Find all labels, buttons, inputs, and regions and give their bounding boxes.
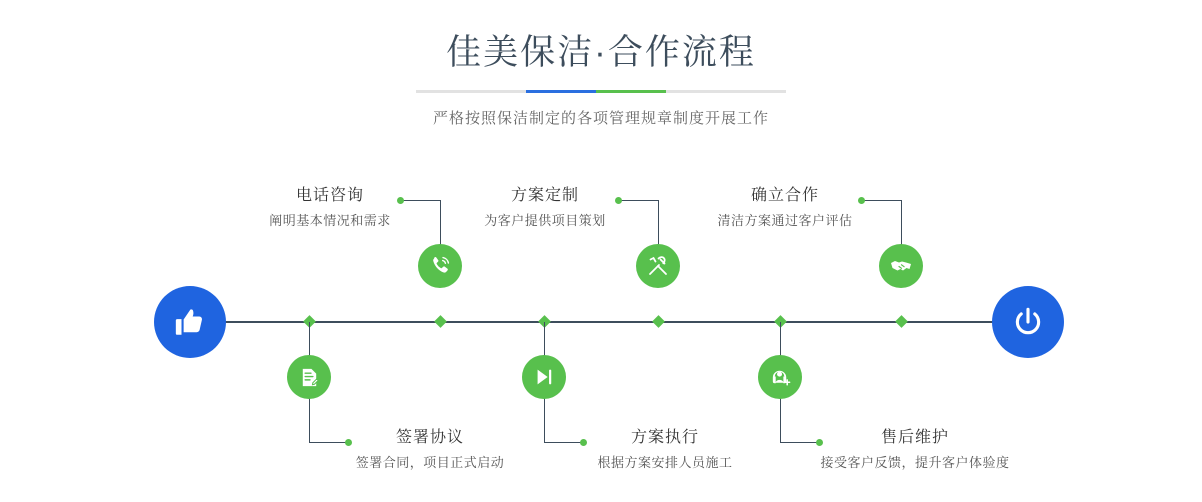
step-title: 确立合作 [750, 187, 819, 204]
step-label-3 [470, 186, 620, 231]
power-icon [1011, 305, 1045, 339]
step-desc: 接受客户反馈，提升客户体验度 [820, 455, 1010, 470]
step-title: 方案执行 [630, 429, 699, 446]
step-desc: 根据方案安排人员施工 [597, 455, 733, 470]
step-desc: 为客户提供项目策划 [484, 213, 606, 228]
header [0, 30, 1202, 128]
divider-segment-green [596, 90, 666, 93]
step-label-2 [325, 428, 535, 473]
step-title: 电话咨询 [295, 187, 364, 204]
connector-line [658, 200, 659, 248]
connector-line [861, 200, 901, 201]
step-icon-4 [522, 355, 566, 399]
step-icon-1 [418, 244, 462, 288]
connector-line [440, 200, 441, 248]
step-desc: 签署合同，项目正式启动 [355, 455, 505, 470]
step-icon-6 [758, 355, 802, 399]
play-next-icon [533, 366, 555, 388]
axis-marker [895, 315, 908, 328]
step-title: 方案定制 [510, 187, 579, 204]
divider-segment-blue [526, 90, 596, 93]
step-title: 售后维护 [880, 429, 949, 446]
step-title: 签署协议 [395, 429, 464, 446]
connector-line [901, 200, 902, 248]
step-label-6 [790, 428, 1040, 473]
step-label-5 [710, 186, 860, 231]
step-label-4 [560, 428, 770, 473]
handshake-icon [889, 254, 913, 278]
document-edit-icon [298, 366, 321, 389]
step-icon-3 [636, 244, 680, 288]
step-icon-5 [879, 244, 923, 288]
timeline-start-node [154, 286, 226, 358]
title-divider [416, 90, 786, 93]
axis-marker [434, 315, 447, 328]
tools-icon [646, 254, 670, 278]
page-title: 佳美保洁·合作流程 [446, 33, 756, 72]
connector-line [400, 200, 440, 201]
connector-line [618, 200, 658, 201]
support-agent-icon [769, 366, 792, 389]
phone-call-icon [428, 254, 452, 278]
step-label-1 [255, 186, 405, 231]
axis-marker [652, 315, 665, 328]
step-desc: 清洁方案通过客户评估 [717, 213, 853, 228]
step-desc: 阐明基本情况和需求 [269, 213, 391, 228]
step-icon-2 [287, 355, 331, 399]
thumbs-up-icon [173, 305, 207, 339]
page-subtitle: 严格按照保洁制定的各项管理规章制度开展工作 [432, 110, 769, 127]
timeline-end-node [992, 286, 1064, 358]
